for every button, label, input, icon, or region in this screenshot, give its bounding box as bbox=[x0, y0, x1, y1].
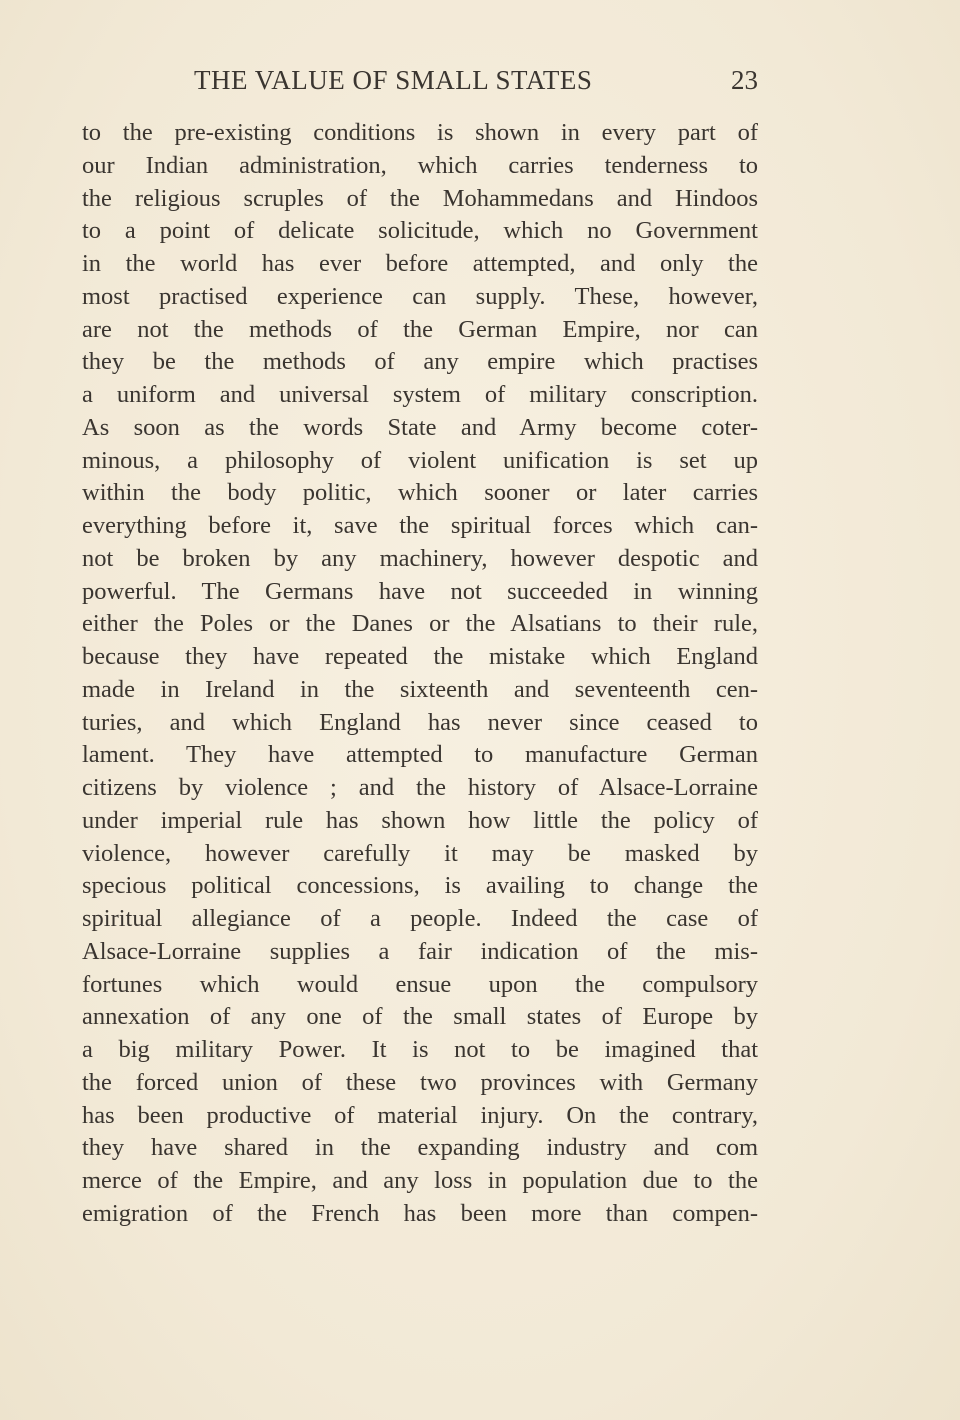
text-line: lament. They have attempted to manufacture German bbox=[82, 741, 758, 769]
running-head bbox=[82, 62, 758, 98]
text-line: emigration of the French has been more than compen- bbox=[82, 1199, 758, 1227]
text-line: not be broken by any machinery, however despotic and bbox=[82, 544, 758, 572]
text-line: in the world has ever before attempted, and only the bbox=[82, 250, 758, 277]
text-line: to a point of delicate solicitude, which no Government bbox=[82, 217, 758, 245]
text-line: minous, a philosophy of violent unification is set up bbox=[82, 446, 758, 474]
text-line: specious political concessions, is availing to change the bbox=[82, 872, 758, 900]
text-line: the forced union of these two provinces with Germany bbox=[82, 1068, 758, 1096]
text-line: Alsace-Lorraine supplies a fair indication of the mis- bbox=[82, 937, 758, 965]
text-line: because they have repeated the mistake which England bbox=[82, 643, 758, 670]
text-line: violence, however carefully it may be masked by bbox=[82, 839, 758, 867]
text-line: merce of the Empire, and any loss in population due to the bbox=[82, 1167, 758, 1194]
text-line: within the body politic, which sooner or later carries bbox=[82, 479, 758, 507]
text-line: are not the methods of the German Empire, nor can bbox=[82, 315, 758, 343]
text-line: most practised experience can supply. These, however, bbox=[82, 282, 758, 310]
text-line: spiritual allegiance of a people. Indeed the case of bbox=[82, 905, 758, 932]
text-line: annexation of any one of the small states of Europe by bbox=[82, 1003, 758, 1031]
text-line: As soon as the words State and Army become coter- bbox=[82, 413, 758, 441]
text-line: fortunes which would ensue upon the compulsory bbox=[82, 970, 758, 998]
running-head-title: THE VALUE OF SMALL STATES bbox=[194, 65, 593, 95]
text-line: either the Poles or the Danes or the Alsatians to their rule, bbox=[82, 610, 758, 638]
text-line: to the pre-existing conditions is shown in every part of bbox=[82, 119, 758, 146]
page-number: 23 bbox=[731, 65, 758, 95]
text-line: a uniform and universal system of military conscription. bbox=[82, 381, 758, 408]
text-line: turies, and which England has never since ceased to bbox=[82, 708, 758, 736]
text-line: powerful. The Germans have not succeeded in winning bbox=[82, 577, 758, 605]
text-line: has been productive of material injury. On the contrary, bbox=[82, 1101, 758, 1129]
text-line: a big military Power. It is not to be imagined that bbox=[82, 1036, 758, 1063]
text-line: they have shared in the expanding industry and com bbox=[82, 1134, 758, 1162]
text-line: the religious scruples of the Mohammedans and Hindoos bbox=[82, 184, 758, 212]
text-line: under imperial rule has shown how little the policy of bbox=[82, 806, 758, 834]
text-line: citizens by violence ; and the history of Alsace-Lorraine bbox=[82, 774, 758, 801]
text-line: everything before it, save the spiritual forces which can- bbox=[82, 512, 758, 539]
text-line: they be the methods of any empire which practises bbox=[82, 348, 758, 376]
text-line: our Indian administration, which carries tenderness to bbox=[82, 151, 758, 179]
body-text bbox=[82, 117, 758, 1231]
text-line: made in Ireland in the sixteenth and seventeenth cen- bbox=[82, 675, 758, 703]
